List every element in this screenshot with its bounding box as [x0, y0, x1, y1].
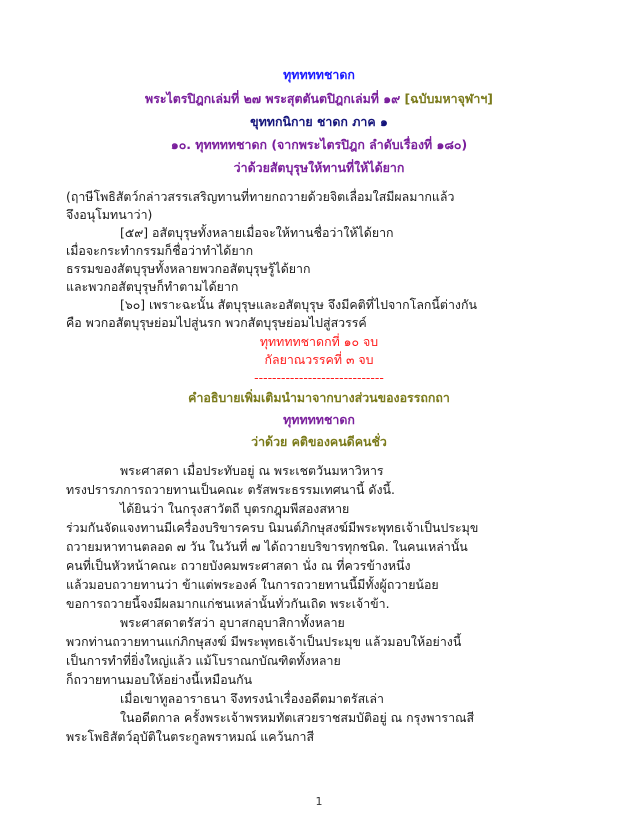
verse-60-line-1: [๖๐] เพราะฉะนั้น สัตบุรุษและอสัตบุรุษ จึงมีคติที่ไปจากโลกนี้ต่างกัน: [120, 297, 477, 312]
commentary-line: ทรงปรารภการถวายทานเป็นคณะ ตรัสพระธรรมเทศนานี้ ดังนี้.: [66, 482, 395, 497]
jataka-heading: ๑๐. ทุททททชาดก (จากพระไตรปิฎก ลำดับเรื่องที่ ๑๘๐): [170, 137, 468, 152]
verse-59-line-4: และพวกอสัตบุรุษก็ทำตามได้ยาก: [66, 279, 239, 294]
commentary-line: พวกท่านถวายทานแก่ภิกษุสงฆ์ มีพระพุทธเจ้าเป็นประมุข แล้วมอบให้อย่างนี้: [66, 634, 462, 649]
commentary-line: เป็นการทำที่ยิ่งใหญ่แล้ว แม้โบราณกบัณฑิตทั้งหลาย: [66, 653, 341, 668]
commentary-line: ได้ยินว่า ในกรุงสาวัตถี บุตรกฎุมพีสองสหาย: [120, 501, 350, 516]
section-divider: -----------------------------: [254, 370, 384, 385]
commentary-line: ร่วมกันจัดแจงทานมีเครื่องบริขารครบ นิมนต์ภิกษุสงฆ์มีพระพุทธเจ้าเป็นประมุข: [66, 520, 479, 535]
commentary-line: แล้วมอบถวายทานว่า ข้าแต่พระองค์ ในการถวายทานนี้มีทั้งผู้ถวายน้อย: [66, 577, 439, 592]
commentary-story-title: ทุททททชาดก: [283, 412, 355, 427]
commentary-line: ก็ถวายทานมอบให้อย่างนี้เหมือนกัน: [66, 672, 253, 687]
commentary-line: คนที่เป็นหัวหน้าคณะ ถวายบังคมพระศาสดา นั่ง ณ ที่ควรข้างหนึ่ง: [66, 558, 411, 573]
document-title: ทุททททชาดก: [283, 67, 355, 82]
edition-tag: [ฉบับมหาจุฬาฯ]: [404, 91, 493, 106]
jataka-subtitle: ว่าด้วยสัตบุรุษให้ทานที่ให้ได้ยาก: [233, 160, 405, 175]
commentary-line: พระโพธิสัตว์อุบัติในตระกูลพราหมณ์ แคว้นกาสี: [66, 729, 315, 744]
commentary-line: พระศาสดา เมื่อประทับอยู่ ณ พระเชตวันมหาวิหาร: [120, 463, 384, 478]
jataka-end-marker: ทุททททชาดกที่ ๑๐ จบ: [259, 334, 379, 349]
volume-reference: พระไตรปิฎกเล่มที่ ๒๗ พระสุตตันตปิฎกเล่มที่ ๑๙: [145, 91, 401, 106]
verse-59-line-3: ธรรมของสัตบุรุษทั้งหลายพวกอสัตบุรุษรู้ได้ยาก: [66, 261, 311, 276]
commentary-heading: คำอธิบายเพิ่มเติมนำมาจากบางส่วนของอรรถกถา: [188, 390, 450, 405]
vagga-end-marker: กัลยาณวรรคที่ ๓ จบ: [264, 352, 374, 367]
commentary-line: ในอดีตกาล ครั้งพระเจ้าพรหมทัตเสวยราชสมบัติอยู่ ณ กรุงพาราณสี: [120, 710, 475, 725]
verse-59-line-2: เมื่อจะกระทำกรรมก็ชื่อว่าทำได้ยาก: [66, 243, 254, 258]
page-number: 1: [315, 795, 323, 808]
verse-60-line-2: คือ พวกอสัตบุรุษย่อมไปสู่นรก พวกสัตบุรุษย่อมไปสู่สวรรค์: [66, 315, 367, 330]
commentary-line: ถวายมหาทานตลอด ๗ วัน ในวันที่ ๗ ได้ถวายบริขารทุกชนิด. ในคนเหล่านั้น: [66, 539, 468, 554]
intro-line-2: จึงอนุโมทนาว่า): [66, 207, 153, 222]
nikaya-reference: ขุททกนิกาย ชาดก ภาค ๑: [250, 114, 388, 129]
intro-line-1: (ฤาษีโพธิสัตว์กล่าวสรรเสริญทานที่ทายกถวายด้วยจิตเลื่อมใสมีผลมากแล้ว: [66, 189, 455, 204]
verse-59-line-1: [๕๙] อสัตบุรุษทั้งหลายเมื่อจะให้ทานชื่อว่าให้ได้ยาก: [120, 225, 394, 240]
commentary-line: พระศาสดาตรัสว่า อุบาสกอุบาสิกาทั้งหลาย: [120, 615, 345, 630]
tipitaka-reference: [40, 90, 598, 108]
commentary-line: เมื่อเขาทูลอาราธนา จึงทรงนำเรื่องอดีตมาตรัสเล่า: [120, 691, 384, 706]
commentary-line: ขอการถวายนี้จงมีผลมากแก่ชนเหล่านั้นทั่วกันเถิด พระเจ้าข้า.: [66, 596, 390, 611]
commentary-subtitle: ว่าด้วย คติของคนดีคนชั่ว: [251, 434, 387, 449]
